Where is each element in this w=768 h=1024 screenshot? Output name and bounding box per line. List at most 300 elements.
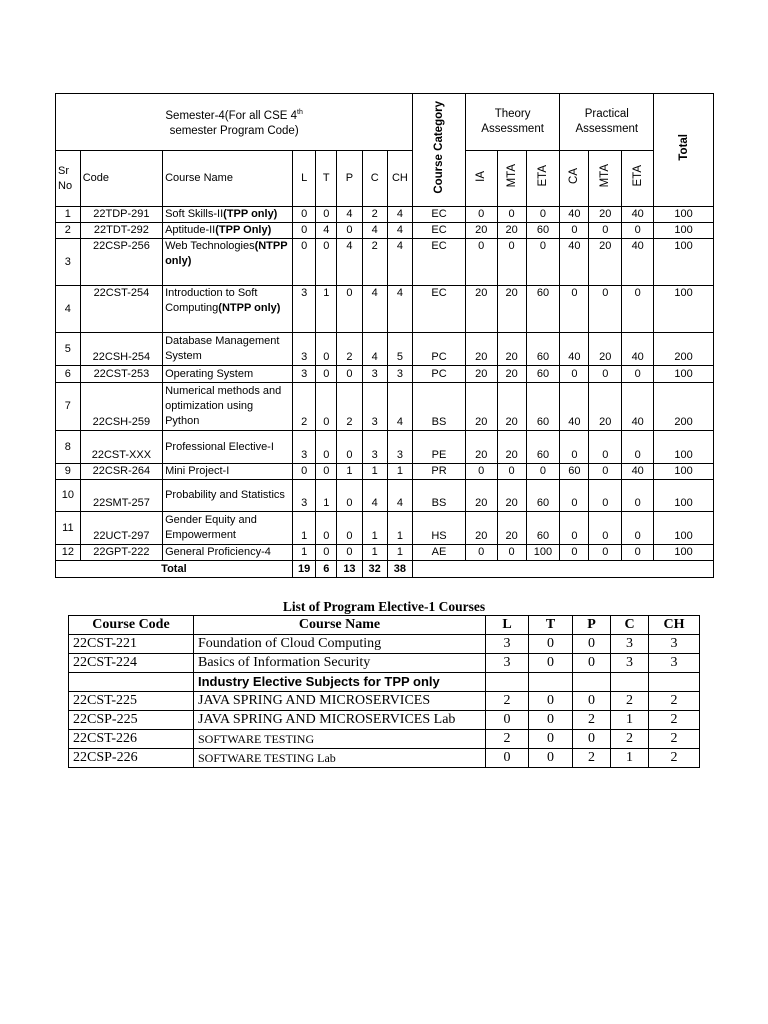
- sr-no-header: Sr No: [56, 151, 81, 207]
- ia-cell: 20: [465, 333, 497, 366]
- ch-cell: 2: [649, 692, 700, 711]
- total-cell: 100: [654, 366, 714, 383]
- course-name-cell: JAVA SPRING AND MICROSERVICES: [194, 692, 486, 711]
- ia-cell: 20: [465, 480, 497, 512]
- table-row: [56, 239, 714, 286]
- l-cell: 2: [486, 730, 529, 749]
- t-cell: 0: [316, 464, 337, 480]
- code-cell: 22CSH-259: [80, 383, 162, 431]
- t-header: T: [529, 616, 573, 635]
- mta2-cell: 20: [589, 383, 622, 431]
- empty-cell: [611, 673, 649, 692]
- practical-assessment-header: Practical Assessment: [560, 94, 654, 151]
- c-cell: 4: [362, 480, 387, 512]
- sr-cell: 3: [56, 239, 81, 286]
- l-cell: 3: [486, 654, 529, 673]
- l-cell: 3: [292, 366, 316, 383]
- table-row: [69, 654, 700, 673]
- ca-cell: 40: [560, 333, 589, 366]
- code-cell: 22CST-221: [69, 635, 194, 654]
- p-cell: 0: [337, 366, 363, 383]
- sr-cell: 5: [56, 333, 81, 366]
- l-cell: 2: [292, 383, 316, 431]
- total-cell: 100: [654, 223, 714, 239]
- ch-cell: 1: [387, 512, 413, 545]
- mta-cell: 20: [497, 366, 526, 383]
- t-cell: 0: [316, 207, 337, 223]
- eta-cell: 60: [526, 383, 560, 431]
- ia-cell: 20: [465, 286, 497, 333]
- course-name-cell: SOFTWARE TESTING Lab: [194, 749, 486, 768]
- c-header: C: [362, 151, 387, 207]
- theory-assessment-header: Theory Assessment: [465, 94, 560, 151]
- total-cell: 100: [654, 286, 714, 333]
- sr-cell: 2: [56, 223, 81, 239]
- ca-cell: 60: [560, 464, 589, 480]
- code-cell: 22CSP-226: [69, 749, 194, 768]
- electives-title: List of Program Elective-1 Courses: [282, 599, 486, 614]
- electives-table: [68, 615, 700, 768]
- c-cell: 4: [362, 223, 387, 239]
- empty-cell: [486, 673, 529, 692]
- l-header: L: [292, 151, 316, 207]
- course-name-cell: [163, 333, 293, 366]
- p-cell: 4: [337, 207, 363, 223]
- cat-cell: PC: [413, 366, 466, 383]
- total-cell: 200: [654, 383, 714, 431]
- l-cell: 0: [292, 207, 316, 223]
- total-ch: 38: [387, 561, 413, 578]
- eta2-cell: 40: [622, 333, 654, 366]
- l-cell: 0: [292, 223, 316, 239]
- mta2-cell: 20: [589, 333, 622, 366]
- course-name-cell: [163, 431, 293, 464]
- table-row: [69, 711, 700, 730]
- cat-cell: EC: [413, 239, 466, 286]
- mta2-cell: 0: [589, 286, 622, 333]
- c-cell: 4: [362, 286, 387, 333]
- mta-cell: 0: [497, 207, 526, 223]
- table-row: [69, 635, 700, 654]
- total-l: 19: [292, 561, 316, 578]
- eta2-cell: 0: [622, 431, 654, 464]
- p-header: P: [573, 616, 611, 635]
- mta-cell: 20: [497, 286, 526, 333]
- code-cell: 22SMT-257: [80, 480, 162, 512]
- eta2-header: ETA: [622, 151, 654, 207]
- l-cell: 3: [292, 431, 316, 464]
- ia-cell: 20: [465, 431, 497, 464]
- sr-cell: 12: [56, 545, 81, 561]
- t-cell: 0: [529, 692, 573, 711]
- sr-cell: 1: [56, 207, 81, 223]
- cat-cell: PR: [413, 464, 466, 480]
- cat-cell: BS: [413, 383, 466, 431]
- code-cell: 22CSP-256: [80, 239, 162, 286]
- ch-cell: 4: [387, 383, 413, 431]
- c-cell: 3: [362, 431, 387, 464]
- p-cell: 2: [337, 333, 363, 366]
- total-cell: 100: [654, 431, 714, 464]
- t-cell: 1: [316, 286, 337, 333]
- cat-cell: EC: [413, 207, 466, 223]
- c-cell: 1: [362, 545, 387, 561]
- eta2-cell: 0: [622, 480, 654, 512]
- ia-cell: 20: [465, 512, 497, 545]
- table-row: [56, 512, 714, 545]
- t-cell: 4: [316, 223, 337, 239]
- p-cell: 0: [337, 512, 363, 545]
- mta2-cell: 0: [589, 512, 622, 545]
- empty-cell: [573, 673, 611, 692]
- ia-cell: 0: [465, 464, 497, 480]
- course-name-text: Soft Skills-II: [165, 208, 224, 220]
- eta2-cell: 0: [622, 286, 654, 333]
- code-cell: 22TDP-291: [80, 207, 162, 223]
- l-cell: 1: [292, 545, 316, 561]
- table-row: [69, 749, 700, 768]
- course-name-text: Mini Project-I: [165, 465, 230, 477]
- ch-cell: 4: [387, 239, 413, 286]
- cat-cell: AE: [413, 545, 466, 561]
- eta-cell: 60: [526, 512, 560, 545]
- eta-cell: 60: [526, 431, 560, 464]
- empty-cell: [649, 673, 700, 692]
- t-cell: 0: [529, 654, 573, 673]
- mta-cell: 20: [497, 512, 526, 545]
- mta-cell: 0: [497, 464, 526, 480]
- c-cell: 3: [362, 383, 387, 431]
- t-cell: 0: [316, 239, 337, 286]
- ca-cell: 40: [560, 383, 589, 431]
- course-name-text: General Proficiency-4: [165, 546, 271, 558]
- eta2-cell: 40: [622, 383, 654, 431]
- mta-cell: 0: [497, 239, 526, 286]
- sr-cell: 10: [56, 480, 81, 512]
- mta2-cell: 0: [589, 431, 622, 464]
- cat-cell: BS: [413, 480, 466, 512]
- course-tag: (TPP only): [223, 208, 278, 220]
- c-cell: 3: [611, 635, 649, 654]
- industry-heading: Industry Elective Subjects for TPP only: [194, 673, 486, 692]
- eta2-cell: 0: [622, 512, 654, 545]
- total-empty: [413, 561, 714, 578]
- l-cell: 3: [292, 333, 316, 366]
- table-row: [56, 333, 714, 366]
- ch-cell: 3: [387, 366, 413, 383]
- l-cell: 2: [486, 692, 529, 711]
- p-cell: 0: [573, 635, 611, 654]
- t-cell: 0: [316, 366, 337, 383]
- c-cell: 2: [362, 239, 387, 286]
- table-row: [56, 464, 714, 480]
- code-cell: 22CSP-225: [69, 711, 194, 730]
- total-cell: 100: [654, 545, 714, 561]
- course-name-cell: [163, 383, 293, 431]
- p-cell: 2: [573, 749, 611, 768]
- ca-cell: 0: [560, 286, 589, 333]
- t-cell: 0: [529, 635, 573, 654]
- ch-cell: 4: [387, 480, 413, 512]
- mta-cell: 20: [497, 480, 526, 512]
- p-cell: 1: [337, 464, 363, 480]
- ch-cell: 1: [387, 464, 413, 480]
- table-row: [56, 545, 714, 561]
- ch-cell: 4: [387, 286, 413, 333]
- table-row: [56, 207, 714, 223]
- ca-cell: 40: [560, 239, 589, 286]
- sr-cell: 7: [56, 383, 81, 431]
- ia-cell: 0: [465, 207, 497, 223]
- total-cell: 100: [654, 480, 714, 512]
- mta2-cell: 0: [589, 464, 622, 480]
- c-cell: 2: [611, 730, 649, 749]
- table-row: [56, 366, 714, 383]
- ca-header: CA: [560, 151, 589, 207]
- course-name-cell: [163, 366, 293, 383]
- code-cell: 22CST-224: [69, 654, 194, 673]
- course-category-header: Course Category: [413, 94, 466, 207]
- course-name-cell: [163, 239, 293, 286]
- code-cell: 22CST-225: [69, 692, 194, 711]
- t-header: T: [316, 151, 337, 207]
- l-cell: 3: [486, 635, 529, 654]
- c-cell: 4: [362, 333, 387, 366]
- course-name-cell: Basics of Information Security: [194, 654, 486, 673]
- course-name-cell: [163, 207, 293, 223]
- ch-header: CH: [387, 151, 413, 207]
- total-label: Total: [56, 561, 293, 578]
- l-cell: 3: [292, 480, 316, 512]
- t-cell: 0: [316, 383, 337, 431]
- ia-cell: 0: [465, 239, 497, 286]
- cat-cell: EC: [413, 223, 466, 239]
- eta-cell: 60: [526, 223, 560, 239]
- cat-cell: PE: [413, 431, 466, 464]
- cat-cell: PC: [413, 333, 466, 366]
- course-tag: (NTPP only): [165, 240, 288, 267]
- ch-cell: 1: [387, 545, 413, 561]
- course-name-cell: [163, 480, 293, 512]
- l-header: L: [486, 616, 529, 635]
- ca-cell: 40: [560, 207, 589, 223]
- mta2-cell: 0: [589, 223, 622, 239]
- eta-cell: 60: [526, 480, 560, 512]
- course-name-cell: [163, 512, 293, 545]
- eta2-cell: 0: [622, 366, 654, 383]
- ia-header: IA: [465, 151, 497, 207]
- c-cell: 2: [611, 692, 649, 711]
- p-cell: 0: [337, 545, 363, 561]
- code-cell: 22CST-226: [69, 730, 194, 749]
- eta-header: ETA: [526, 151, 560, 207]
- empty-cell: [69, 673, 194, 692]
- t-cell: 0: [316, 431, 337, 464]
- c-cell: 1: [611, 749, 649, 768]
- c-cell: 3: [362, 366, 387, 383]
- sr-cell: 11: [56, 512, 81, 545]
- c-header: C: [611, 616, 649, 635]
- ch-cell: 2: [649, 711, 700, 730]
- semester-4-table: [55, 93, 714, 578]
- ia-cell: 20: [465, 223, 497, 239]
- t-cell: 0: [316, 333, 337, 366]
- ca-cell: 0: [560, 223, 589, 239]
- t-cell: 1: [316, 480, 337, 512]
- ca-cell: 0: [560, 431, 589, 464]
- course-tag: (NTPP only): [218, 302, 281, 314]
- eta2-cell: 40: [622, 464, 654, 480]
- eta-cell: 60: [526, 333, 560, 366]
- course-name-header: Course Name: [163, 151, 293, 207]
- empty-cell: [529, 673, 573, 692]
- course-name-text: Operating System: [165, 367, 254, 380]
- course-name-text: Web Technologies: [165, 240, 255, 252]
- t-cell: 0: [529, 711, 573, 730]
- total-row: [56, 561, 714, 578]
- mta-cell: 20: [497, 383, 526, 431]
- c-cell: 1: [362, 464, 387, 480]
- ia-cell: 20: [465, 366, 497, 383]
- mta2-header: MTA: [589, 151, 622, 207]
- total-cell: 100: [654, 207, 714, 223]
- course-name-text: Professional Elective-I: [165, 440, 274, 453]
- course-name-cell: Foundation of Cloud Computing: [194, 635, 486, 654]
- code-cell: 22CST-253: [80, 366, 162, 383]
- ch-cell: 5: [387, 333, 413, 366]
- course-name-text: Introduction to Soft Computing: [165, 287, 258, 314]
- sr-cell: 9: [56, 464, 81, 480]
- total-c: 32: [362, 561, 387, 578]
- p-cell: 0: [573, 730, 611, 749]
- l-cell: 0: [486, 749, 529, 768]
- mta2-cell: 20: [589, 207, 622, 223]
- ca-cell: 0: [560, 480, 589, 512]
- course-name-cell: [163, 286, 293, 333]
- eta2-cell: 0: [622, 223, 654, 239]
- ch-cell: 3: [387, 431, 413, 464]
- code-cell: 22UCT-297: [80, 512, 162, 545]
- p-cell: 2: [337, 383, 363, 431]
- code-cell: 22TDT-292: [80, 223, 162, 239]
- l-cell: 3: [292, 286, 316, 333]
- course-name-text: Database Management System: [165, 335, 280, 362]
- cat-cell: HS: [413, 512, 466, 545]
- ch-cell: 4: [387, 223, 413, 239]
- p-cell: 2: [573, 711, 611, 730]
- table-row: [69, 692, 700, 711]
- industry-heading-row: [69, 673, 700, 692]
- p-cell: 0: [337, 431, 363, 464]
- c-cell: 1: [611, 711, 649, 730]
- eta-cell: 60: [526, 286, 560, 333]
- c-cell: 3: [611, 654, 649, 673]
- course-name-text: Probability and Statistics: [165, 489, 285, 501]
- cat-cell: EC: [413, 286, 466, 333]
- sr-cell: 4: [56, 286, 81, 333]
- mta2-cell: 0: [589, 366, 622, 383]
- eta-cell: 0: [526, 464, 560, 480]
- t-cell: 0: [316, 512, 337, 545]
- course-tag: (TPP Only): [215, 224, 272, 236]
- mta-cell: 20: [497, 431, 526, 464]
- table-row: [56, 431, 714, 464]
- mta2-cell: 0: [589, 545, 622, 561]
- table-row: [56, 223, 714, 239]
- mta2-cell: 0: [589, 480, 622, 512]
- course-name-cell: [163, 223, 293, 239]
- ch-cell: 3: [649, 635, 700, 654]
- table-row: [56, 480, 714, 512]
- code-header: Code: [80, 151, 162, 207]
- l-cell: 0: [486, 711, 529, 730]
- p-cell: 0: [573, 692, 611, 711]
- p-cell: 0: [337, 223, 363, 239]
- total-cell: 100: [654, 512, 714, 545]
- total-cell: 100: [654, 464, 714, 480]
- l-cell: 0: [292, 464, 316, 480]
- t-cell: 0: [529, 749, 573, 768]
- eta-cell: 100: [526, 545, 560, 561]
- ia-cell: 20: [465, 383, 497, 431]
- eta2-cell: 40: [622, 239, 654, 286]
- l-cell: 0: [292, 239, 316, 286]
- eta-cell: 0: [526, 239, 560, 286]
- code-cell: 22GPT-222: [80, 545, 162, 561]
- ca-cell: 0: [560, 366, 589, 383]
- p-cell: 4: [337, 239, 363, 286]
- semester-title: Semester-4(For all CSE 4th semester Program Code): [56, 94, 413, 151]
- mta-header: MTA: [497, 151, 526, 207]
- code-cell: 22CSH-254: [80, 333, 162, 366]
- p-cell: 0: [337, 480, 363, 512]
- eta2-cell: 40: [622, 207, 654, 223]
- eta-cell: 60: [526, 366, 560, 383]
- total-header: Total: [654, 94, 714, 207]
- eta-cell: 0: [526, 207, 560, 223]
- code-cell: 22CSR-264: [80, 464, 162, 480]
- course-name-cell: [163, 545, 293, 561]
- ch-cell: 2: [649, 749, 700, 768]
- mta-cell: 20: [497, 333, 526, 366]
- ca-cell: 0: [560, 545, 589, 561]
- code-cell: 22CST-254: [80, 286, 162, 333]
- mta2-cell: 20: [589, 239, 622, 286]
- ch-cell: 2: [649, 730, 700, 749]
- p-cell: 0: [337, 286, 363, 333]
- t-cell: 0: [316, 545, 337, 561]
- sr-cell: 6: [56, 366, 81, 383]
- ch-cell: 3: [649, 654, 700, 673]
- total-t: 6: [316, 561, 337, 578]
- c-cell: 2: [362, 207, 387, 223]
- p-cell: 0: [573, 654, 611, 673]
- course-name-header: Course Name: [194, 616, 486, 635]
- course-name-cell: [163, 464, 293, 480]
- course-name-text: Aptitude-II: [165, 224, 216, 236]
- mta-cell: 20: [497, 223, 526, 239]
- c-cell: 1: [362, 512, 387, 545]
- l-cell: 1: [292, 512, 316, 545]
- ca-cell: 0: [560, 512, 589, 545]
- ia-cell: 0: [465, 545, 497, 561]
- total-cell: 100: [654, 239, 714, 286]
- course-name-text: Gender Equity and Empowerment: [165, 514, 257, 541]
- p-header: P: [337, 151, 363, 207]
- course-name-cell: JAVA SPRING AND MICROSERVICES Lab: [194, 711, 486, 730]
- course-name-text: Numerical methods and optimization using Python: [165, 385, 282, 427]
- table-row: [56, 383, 714, 431]
